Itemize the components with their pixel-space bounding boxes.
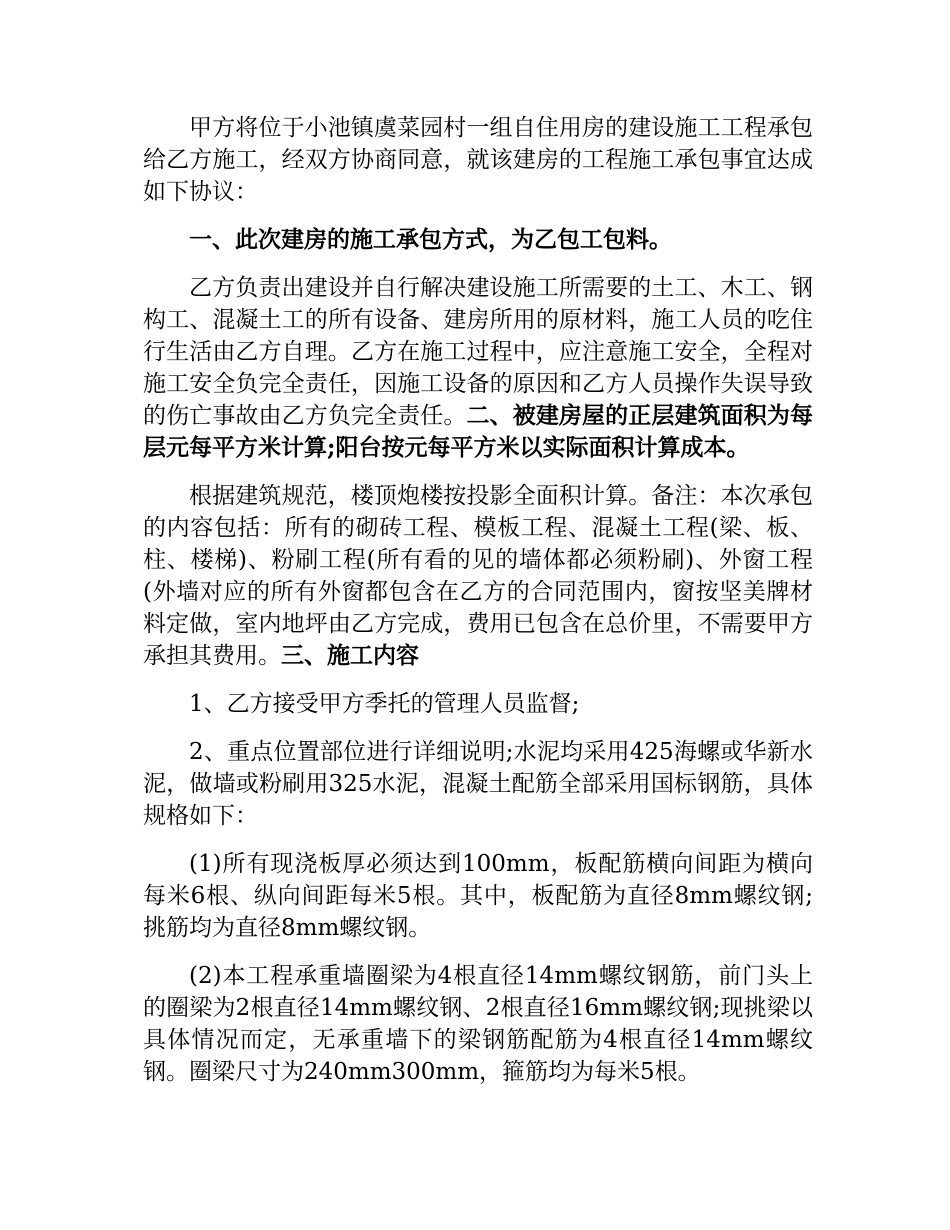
responsibility-paragraph	[143, 272, 813, 464]
item-slab-rebar: (1)所有现浇板厚必须达到100mm，板配筋横向间距为横向每米6根、纵向间距每米5根。其中，板配筋为直径8mm螺纹钢;挑筋均为直径8mm螺纹钢。	[143, 851, 813, 941]
item-supervision: 1、乙方接受甲方季托的管理人员监督;	[189, 691, 580, 717]
section-heading-construction-content: 三、施工内容	[281, 642, 419, 669]
section-heading-area-pricing: 二、被建房屋的正层建筑面积为每层元每平方米计算;阳台按元每平方米以实际面积计算成本。	[143, 402, 814, 461]
item-materials: 2、重点位置部位进行详细说明;水泥均采用425海螺或华新水泥，做墙或粉刷用325水泥，混凝土配筋全部采用国标钢筋，具体规格如下：	[143, 739, 813, 829]
intro-paragraph: 甲方将位于小池镇虞菜园村一组自住用房的建设施工工程承包给乙方施工，经双方协商同意，就该建房的工程施工承包事宜达成如下协议：	[143, 115, 813, 205]
scope-paragraph	[143, 480, 813, 672]
responsibility-text: 乙方负责出建设并自行解决建设施工所需要的土工、木工、钢构工、混凝土工的所有设备、建房所用的原材料，施工人员的吃住行生活由乙方自理。乙方在施工过程中，应注意施工安全，全程对施工安全负完全责任，因施工设备的原因和乙方人员操作失误导致的伤亡事故由乙方负完全责任。	[143, 275, 813, 429]
scope-text: 根据建筑规范，楼顶炮楼按投影全面积计算。备注：本次承包的内容包括：所有的砌砖工程、模板工程、混凝土工程(梁、板、柱、楼梯)、粉刷工程(所有看的见的墙体都必须粉刷)、外窗工程(外墙对应的所有外窗都包含在乙方的合同范围内，窗按坚美牌材料定做，室内地坪由乙方完成，费用已包含在总价里，不需要甲方承担其费用。	[143, 483, 813, 669]
document-page	[143, 112, 813, 1104]
item-ring-beam: (2)本工程承重墙圈梁为4根直径14mm螺纹钢筋，前门头上的圈梁为2根直径14mm螺纹钢、2根直径16mm螺纹钢;现挑梁以具体情况而定，无承重墙下的梁钢筋配筋为4根直径14mm螺纹钢。圈梁尺寸为240mm300mm，箍筋均为每米5根。	[143, 963, 813, 1085]
section-heading-contract-method: 一、此次建房的施工承包方式，为乙包工包料。	[189, 226, 672, 253]
